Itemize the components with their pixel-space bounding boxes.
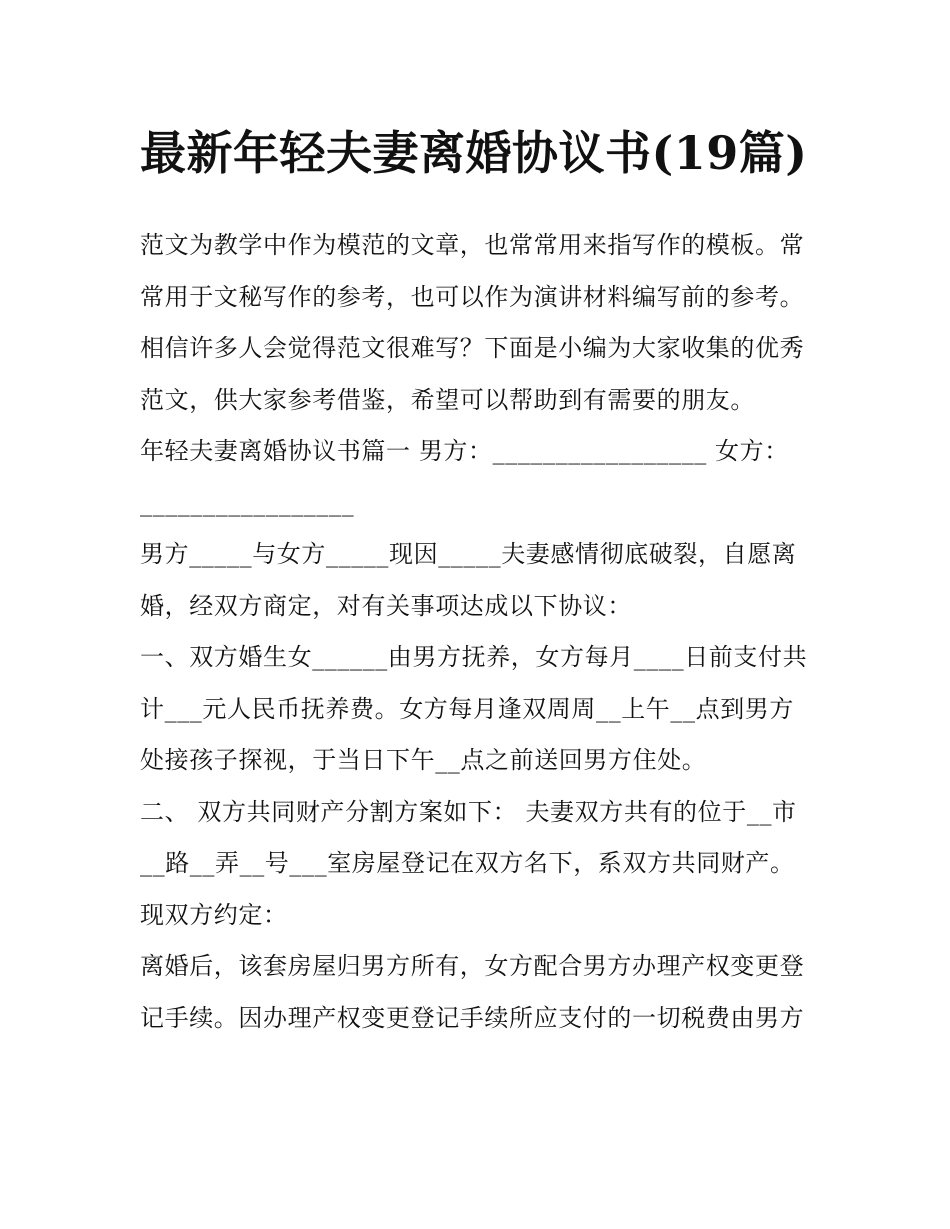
document-title: 最新年轻夫妻离婚协议书(19篇) [140, 126, 808, 180]
child-custody-paragraph: 一、双方婚生女______由男方抚养，女方每月____日前支付共计___元人民币抚养费。女方每月逢双周周__上午__点到男方处接孩子探视，于当日下午__点之前送回男方住处。 [140, 643, 808, 774]
intro-paragraph: 范文为教学中作为模范的文章，也常常用来指写作的模板。常常用于文秘写作的参考，也可以作为演讲材料编写前的参考。相信许多人会觉得范文很难写？下面是小编为大家收集的优秀范文，供大家参考借鉴，希望可以帮助到有需要的朋友。 [140, 231, 805, 414]
property-division-paragraph: 二、 双方共同财产分割方案如下： 夫妻双方共有的位于__市__路__弄__号___室房屋登记在双方名下，系双方共同财产。现双方约定： [140, 797, 797, 929]
divorce-statement-paragraph: 男方_____与女方_____现因_____夫妻感情彻底破裂，自愿离婚，经双方商定，对有关事项达成以下协议： [140, 540, 797, 620]
document-body [140, 220, 815, 1044]
document-page [140, 112, 815, 1044]
agreement-parties-paragraph: 年轻夫妻离婚协议书篇一 男方：_________________ 女方：_________________ [140, 437, 789, 517]
house-ownership-paragraph: 离婚后，该套房屋归男方所有，女方配合男方办理产权变更登记手续。因办理产权变更登记手续所应支付的一切税费由男方 [140, 952, 805, 1032]
